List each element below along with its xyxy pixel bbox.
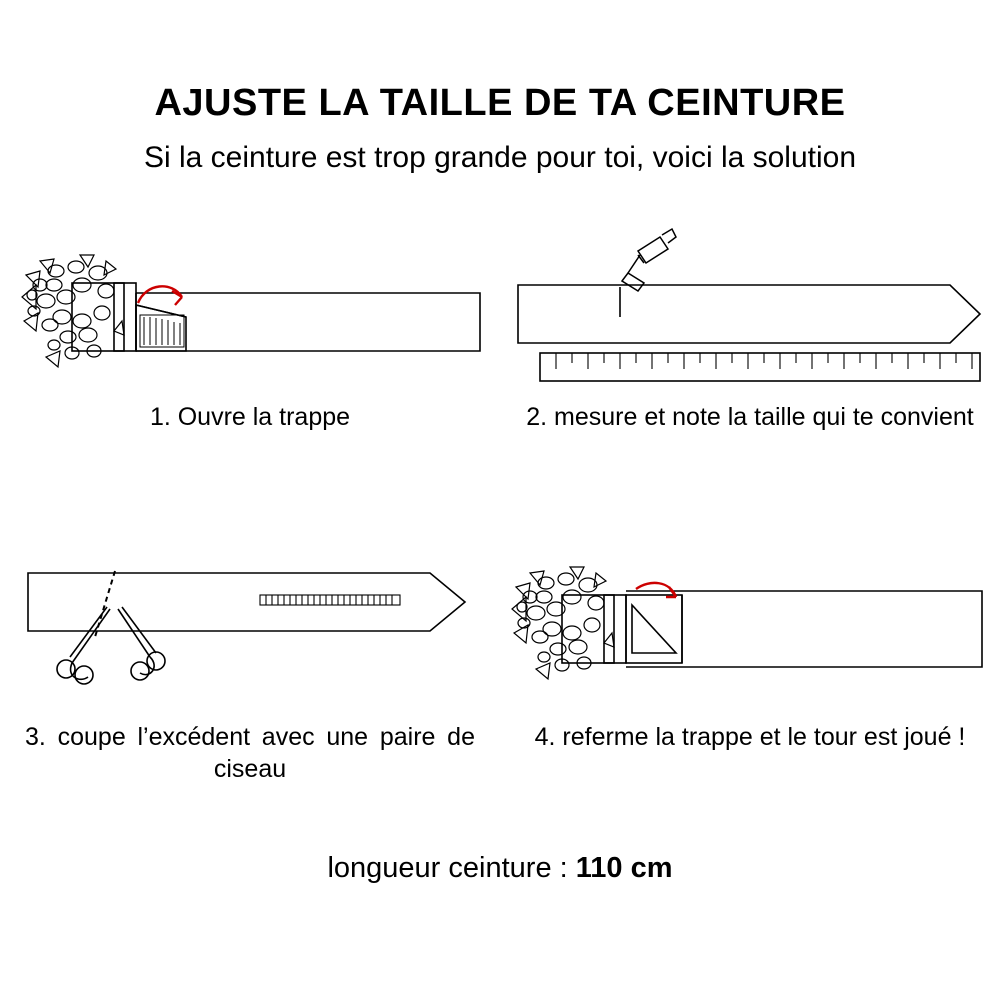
belt-length-label: longueur ceinture : (327, 852, 576, 884)
scissors-icon (57, 607, 165, 684)
page-title: AJUSTE LA TAILLE DE TA CEINTURE (154, 82, 846, 124)
step-1-caption: 1. Ouvre la trappe (149, 403, 351, 431)
page-subtitle: Si la ceinture est trop grande pour toi, voici la solution (143, 141, 857, 174)
step-4 (500, 545, 1000, 785)
belt-length-note (0, 852, 1000, 885)
step-4-caption: 4. referme la trappe et le tour est joué ! (534, 723, 966, 751)
step-2 (500, 225, 1000, 433)
step-2-illustration (510, 225, 990, 395)
steps-row-1 (0, 225, 1000, 433)
step-1-illustration (10, 225, 490, 395)
step-1 (0, 225, 500, 433)
step-3-illustration (10, 545, 490, 715)
steps-grid (0, 225, 1000, 785)
step-3 (0, 545, 500, 785)
steps-row-2 (0, 545, 1000, 785)
arrow-open-icon (138, 286, 182, 305)
belt-length-value: 110 cm (575, 852, 673, 884)
step-2-caption: 2. mesure et note la taille qui te convient (526, 403, 974, 431)
step-4-illustration (510, 545, 990, 715)
step-3-caption: 3. coupe l’excédent avec une paire de ciseau (25, 723, 475, 783)
